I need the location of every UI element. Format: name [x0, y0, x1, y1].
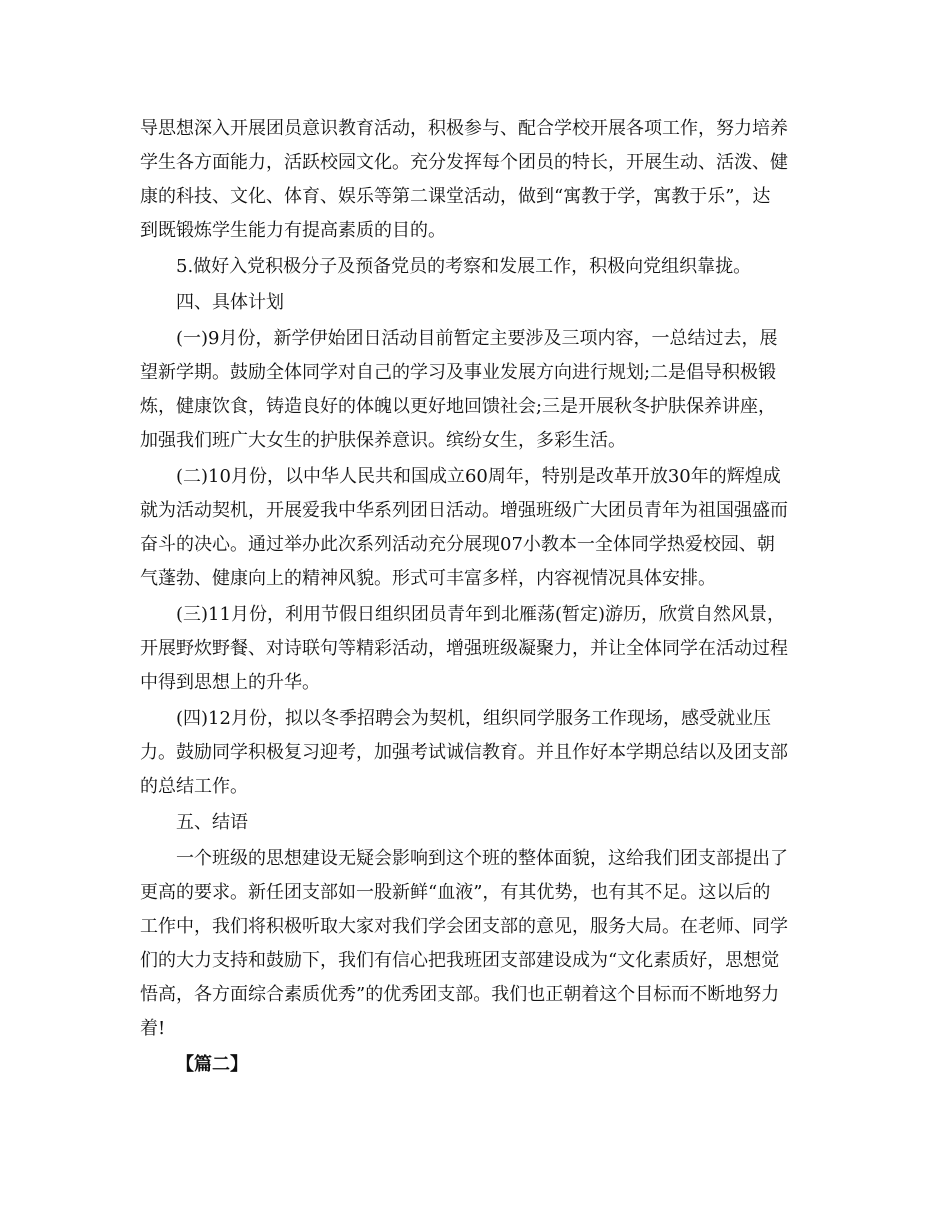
paragraph-line: 一个班级的思想建设无疑会影响到这个班的整体面貌，这给我们团支部提出了: [176, 848, 788, 869]
paragraph-line: 就为活动契机，开展爱我中华系列团日活动。增强班级广大团员青年为祖国强盛而: [140, 500, 788, 521]
paragraph-line: 工作中，我们将积极听取大家对我们学会团支部的意见，服务大局。在老师、同学: [140, 916, 788, 937]
paragraph-line: 加强我们班广大女生的护肤保养意识。缤纷女生，多彩生活。: [140, 430, 626, 451]
paragraph-line: 力。鼓励同学积极复习迎考，加强考试诚信教育。并且作好本学期总结以及团支部: [140, 742, 788, 763]
paragraph-line: 着!: [140, 1018, 166, 1039]
paragraph-line: 们的大力支持和鼓励下，我们有信心把我班团支部建设成为“文化素质好，思想觉: [140, 950, 780, 971]
paragraph-line: 悟高，各方面综合素质优秀”的优秀团支部。我们也正朝着这个目标而不断地努力: [140, 984, 780, 1005]
paragraph-line: 导思想深入开展团员意识教育活动，积极参与、配合学校开展各项工作，努力培养: [140, 118, 788, 139]
paragraph-line: 开展野炊野餐、对诗联句等精彩活动，增强班级凝聚力，并让全体同学在活动过程: [140, 638, 788, 659]
paragraph-line: 中得到思想上的升华。: [140, 672, 320, 693]
paragraph-line: (二)10月份，以中华人民共和国成立60周年，特别是改革开放30年的辉煌成: [176, 466, 781, 487]
section-heading-5: 五、结语: [176, 812, 248, 833]
paragraph-line: 奋斗的决心。通过举办此次系列活动充分展现07小教本一全体同学热爱校园、朝: [140, 534, 775, 555]
paragraph-line: 气蓬勃、健康向上的精神风貌。形式可丰富多样，内容视情况具体安排。: [140, 568, 716, 589]
paragraph-line: 炼，健康饮食，铸造良好的体魄以更好地回馈社会;三是开展秋冬护肤保养讲座，: [140, 396, 777, 417]
paragraph-line: 学生各方面能力，活跃校园文化。充分发挥每个团员的特长，开展生动、活泼、健: [140, 152, 788, 173]
list-item-5: 5.做好入党积极分子及预备党员的考察和发展工作，积极向党组织靠拢。: [176, 256, 752, 277]
paragraph-line: 的总结工作。: [140, 776, 248, 797]
paragraph-line: (三)11月份，利用节假日组织团员青年到北雁荡(暂定)游历，欣赏自然风景，: [176, 604, 785, 625]
paragraph-line: 望新学期。鼓励全体同学对自己的学习及事业发展方向进行规划;二是倡导积极锻: [140, 362, 777, 383]
paragraph-line: (一)9月份，新学伊始团日活动目前暂定主要涉及三项内容，一总结过去，展: [176, 328, 778, 349]
paragraph-line: 更高的要求。新任团支部如一股新鲜“血液”，有其优势，也有其不足。这以后的: [140, 882, 771, 903]
paragraph-line: 到既锻炼学生能力有提高素质的目的。: [140, 220, 446, 241]
section-heading-4: 四、具体计划: [176, 292, 284, 313]
paragraph-line: (四)12月份，拟以冬季招聘会为契机，组织同学服务工作现场，感受就业压: [176, 708, 771, 729]
part-two-heading: 【篇二】: [176, 1054, 248, 1075]
paragraph-line: 康的科技、文化、体育、娱乐等第二课堂活动，做到“寓教于学，寓教于乐”，达: [140, 186, 771, 207]
